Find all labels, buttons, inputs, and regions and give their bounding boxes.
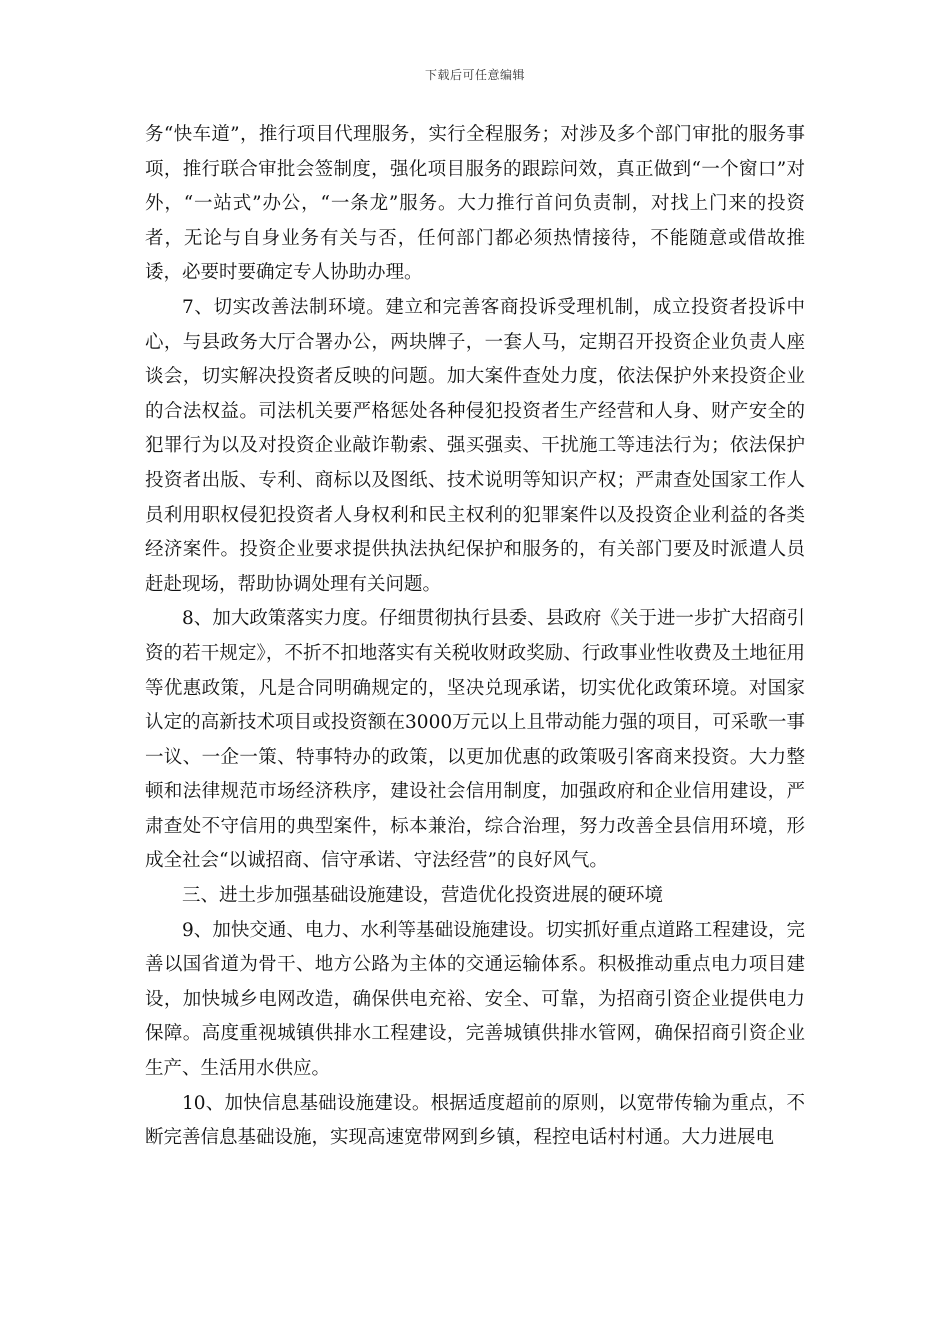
paragraph-item-9: 9、加快交通、电力、水利等基础设施建设。切实抓好重点道路工程建设，完善以国省道为骨干、地方公路为主体的交通运输体系。积极推动重点电力项目建设，加快城乡电网改造，确保供电充裕、安全、可靠，为招商引资企业提供电力保障。高度重视城镇供排水工程建设，完善城镇供排水管网，确保招商引资企业生产、生活用水供应。 — [145, 919, 805, 1080]
section-heading-3: 三、进土步加强基础设施建设，营造优化投资进展的硬环境 — [182, 885, 664, 907]
paragraph-item-8: 8、加大政策落实力度。仔细贯彻执行县委、县政府《关于进一步扩大招商引资的若干规定》，不折不扣地落实有关税收财政奖励、行政事业性收费及土地征用等优惠政策，凡是合同明确规定的，坚决兑现承诺，切实优化政策环境。对国家认定的高新技术项目或投资额在3000万元以上且带动能力强的项目，可采歌一事一议、一企一策、特事特办的政策，以更加优惠的政策吸引客商来投资。大力整顿和法律规范市场经济秩序，建设社会信用制度，加强政府和企业信用建设，严肃查处不守信用的典型案件，标本兼治，综合治理，努力改善全县信用环境，形成全社会“以诚招商、信守承诺、守法经营”的良好风气。 — [145, 608, 805, 872]
page-header: 下载后可任意编辑 — [424, 68, 525, 82]
paragraph-continuation: 务“快车道”，推行项目代理服务，实行全程服务；对涉及多个部门审批的服务事项，推行联合审批会签制度，强化项目服务的跟踪问效，真正做到“一个窗口”对外，“一站式”办公，“一条龙”服务。大力推行首问负责制，对找上门来的投资者，无论与自身业务有关与否，任何部门都必须热情接待，不能随意或借故推诿，必要时要确定专人协助办理。 — [145, 124, 805, 284]
document-body — [145, 118, 805, 1156]
paragraph-item-7: 7、切实改善法制环境。建立和完善客商投诉受理机制，成立投资者投诉中心，与县政务大厅合署办公，两块牌子，一套人马，定期召开投资企业负责人座谈会，切实解决投资者反映的问题。加大案件查处力度，依法保护外来投资企业的合法权益。司法机关要严格惩处各种侵犯投资者生产经营和人身、财产安全的犯罪行为以及对投资企业敲诈勒索、强买强卖、干扰施工等违法行为；依法保护投资者出版、专利、商标以及图纸、技术说明等知识产权；严肃查处国家工作人员利用职权侵犯投资者人身权利和民主权利的犯罪案件以及投资企业利益的各类经济案件。投资企业要求提供执法执纪保护和服务的，有关部门要及时派遣人员赶赴现场，帮助协调处理有关问题。 — [145, 296, 805, 595]
paragraph-item-10: 10、加快信息基础设施建设。根据适度超前的原则，以宽带传输为重点，不断完善信息基础设施，实现高速宽带网到乡镇，程控电话村村通。大力进展电 — [145, 1092, 805, 1149]
